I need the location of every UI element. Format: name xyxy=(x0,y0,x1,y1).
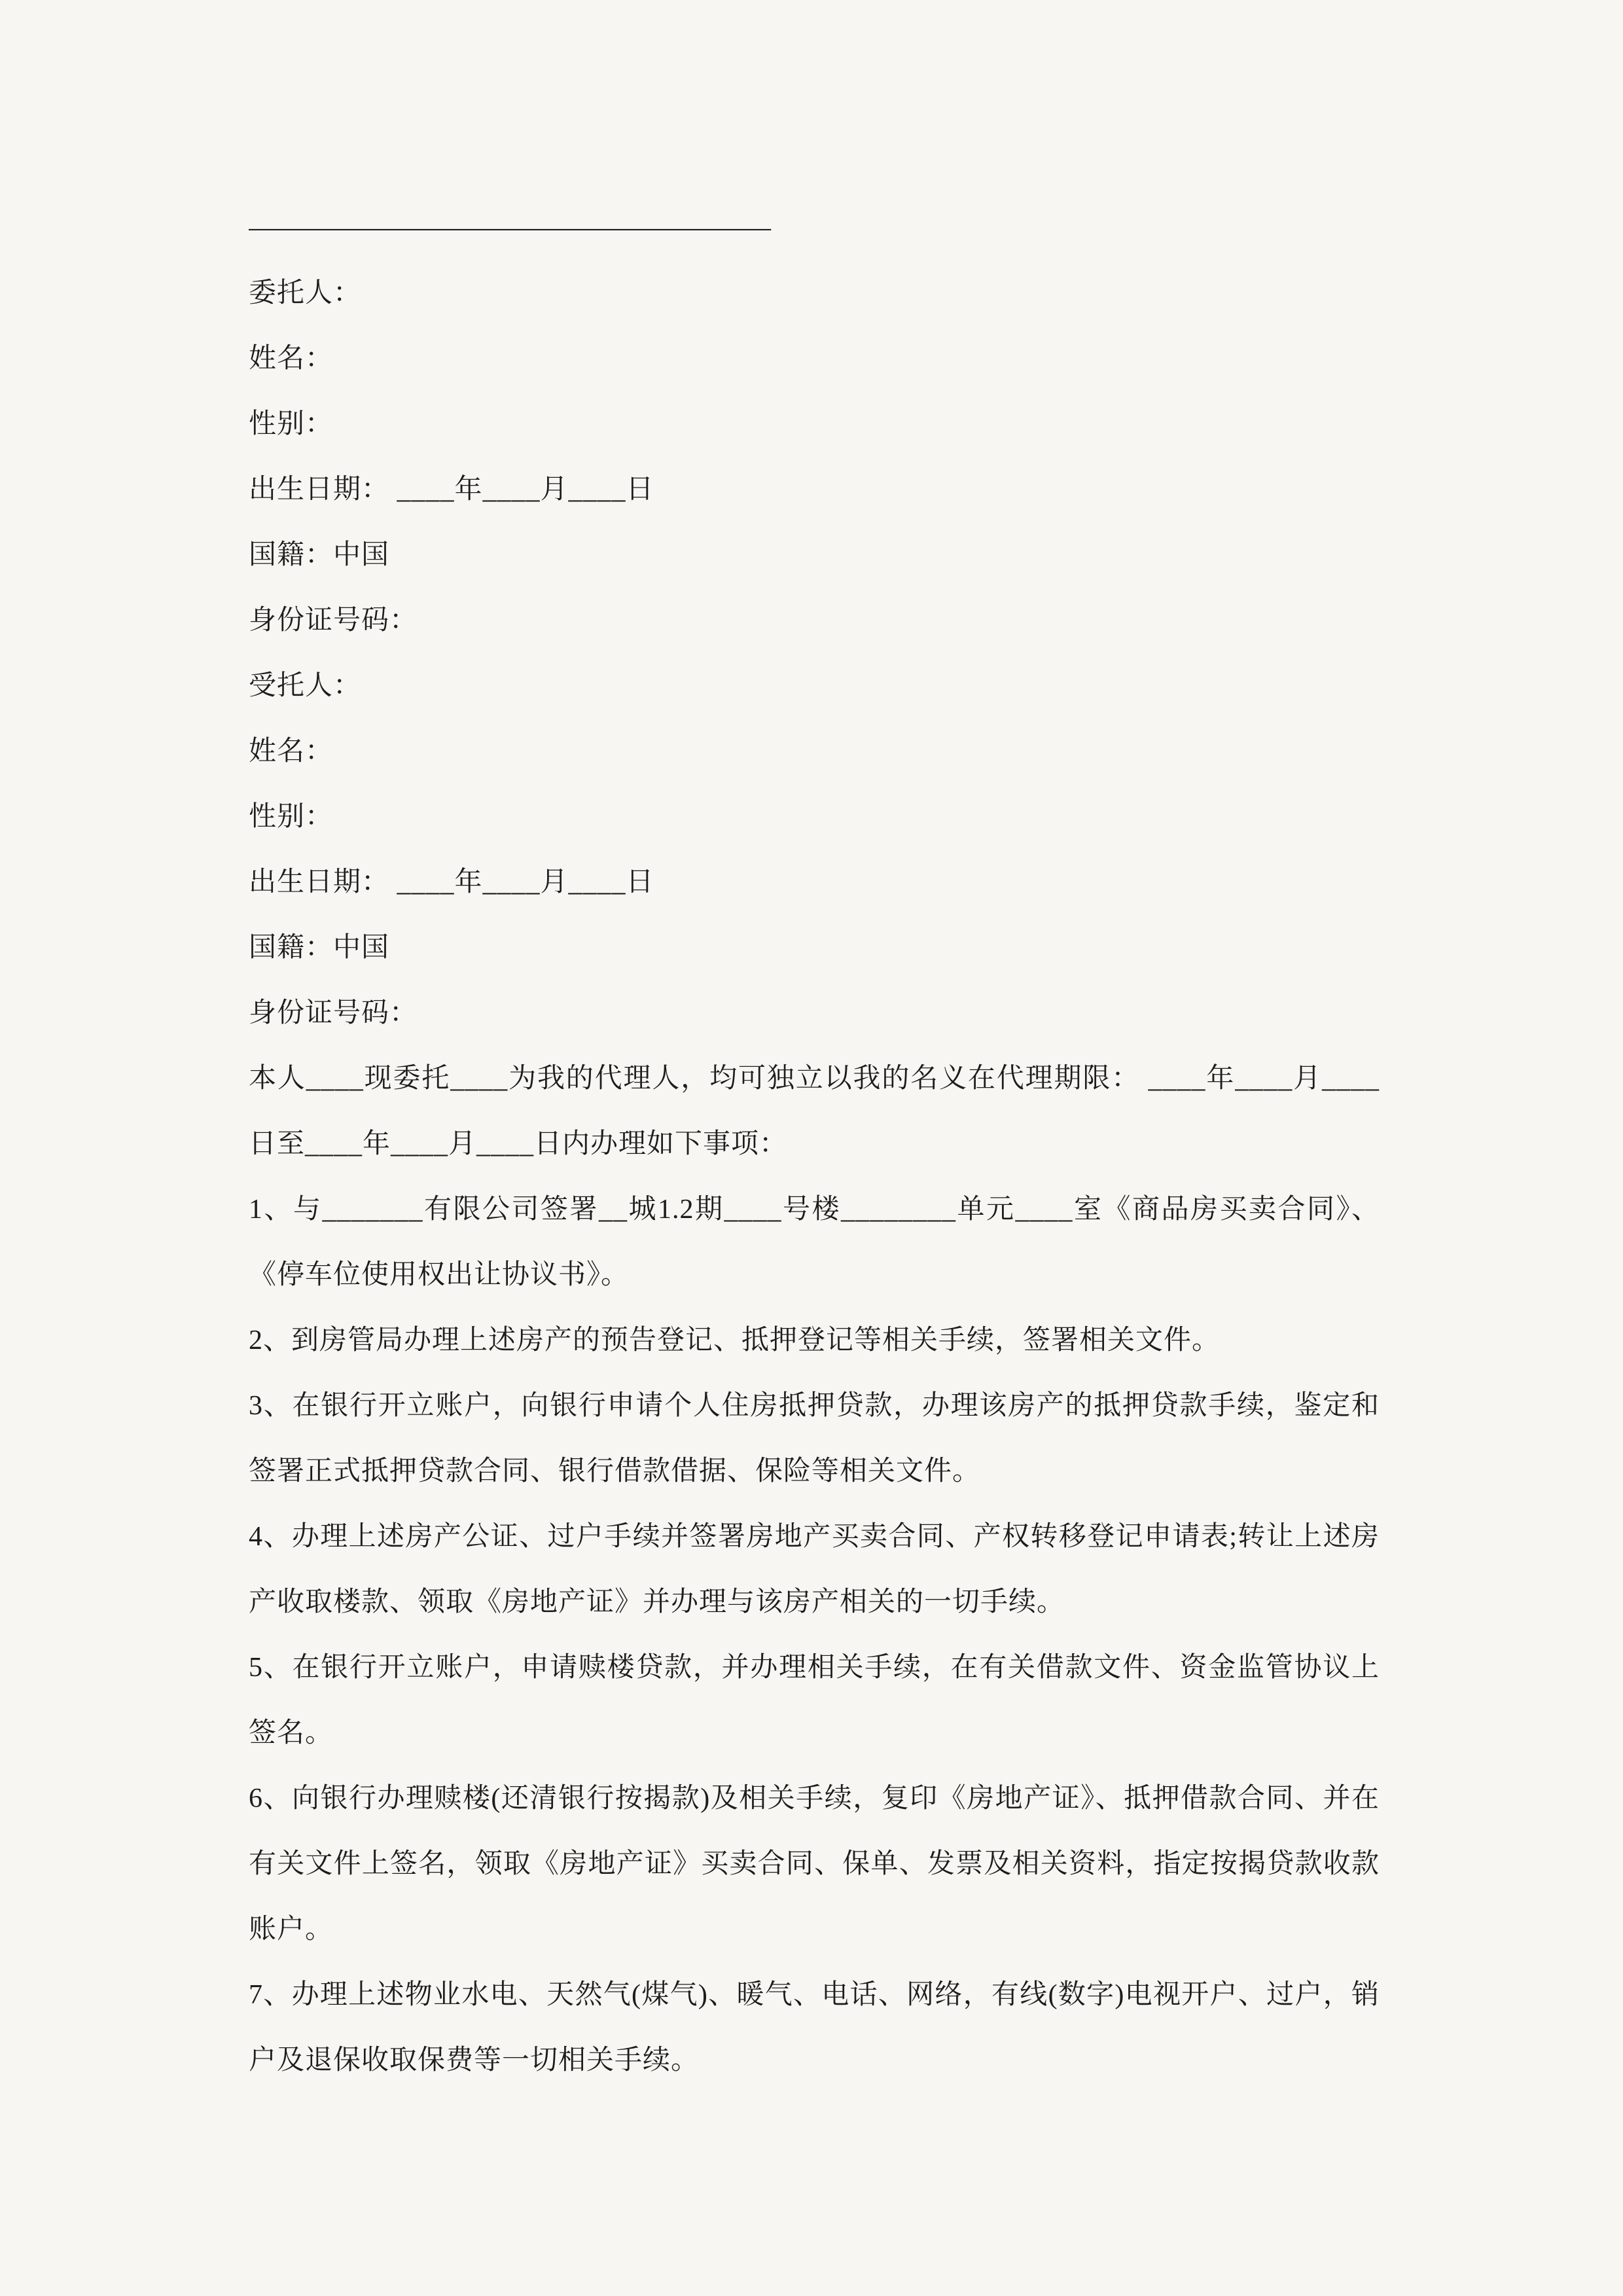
trustee-label: 受托人： xyxy=(249,671,362,701)
authorized-item-7: 7、办理上述物业水电、天然气(煤气)、暖气、电话、网络，有线(数字)电视开户、过户，销户及退保收取保费等一切相关手续。 xyxy=(249,1980,1380,2075)
authorized-item-5: 5、在银行开立账户，申请赎楼贷款，并办理相关手续，在有关借款文件、资金监管协议上签名。 xyxy=(249,1653,1380,1748)
authorized-item-1: 1、与_______有限公司签署__城1.2期____号楼________单元____室《商品房买卖合同》、《停车位使用权出让协议书》。 xyxy=(249,1194,1380,1290)
principal-gender-field: 性别： xyxy=(249,409,334,439)
authorized-item-2: 2、到房管局办理上述房产的预告登记、抵押登记等相关手续，签署相关文件。 xyxy=(249,1325,1221,1355)
principal-label: 委托人： xyxy=(249,278,362,308)
principal-name-field: 姓名： xyxy=(249,344,334,374)
principal-nationality-field: 国籍：中国 xyxy=(249,540,390,570)
authorized-item-3: 3、在银行开立账户，向银行申请个人住房抵押贷款，办理该房产的抵押贷款手续，鉴定和签署正式抵押贷款合同、银行借款借据、保险等相关文件。 xyxy=(249,1391,1380,1486)
principal-birthdate-field: 出生日期： ____年____月____日 xyxy=(249,475,654,505)
document-content xyxy=(249,195,1380,2093)
trustee-id-number-field: 身份证号码： xyxy=(249,998,418,1028)
trustee-name-field: 姓名： xyxy=(249,736,334,766)
trustee-birthdate-field: 出生日期： ____年____月____日 xyxy=(249,867,654,897)
trustee-gender-field: 性别： xyxy=(249,802,334,832)
authorized-item-4: 4、办理上述房产公证、过户手续并签署房地产买卖合同、产权转移登记申请表;转让上述房产收取楼款、领取《房地产证》并办理与该房产相关的一切手续。 xyxy=(249,1522,1380,1617)
authorization-statement: 本人____现委托____为我的代理人，均可独立以我的名义在代理期限： ____年____月____日至____年____月____日内办理如下事项： xyxy=(249,1064,1380,1159)
authorized-item-6: 6、向银行办理赎楼(还清银行按揭款)及相关手续，复印《房地产证》、抵押借款合同、并在有关文件上签名，领取《房地产证》买卖合同、保单、发票及相关资料，指定按揭贷款收款账户。 xyxy=(249,1784,1380,1945)
principal-id-number-field: 身份证号码： xyxy=(249,605,418,636)
divider-line: ——————————————————— xyxy=(249,213,771,243)
trustee-nationality-field: 国籍：中国 xyxy=(249,933,390,963)
